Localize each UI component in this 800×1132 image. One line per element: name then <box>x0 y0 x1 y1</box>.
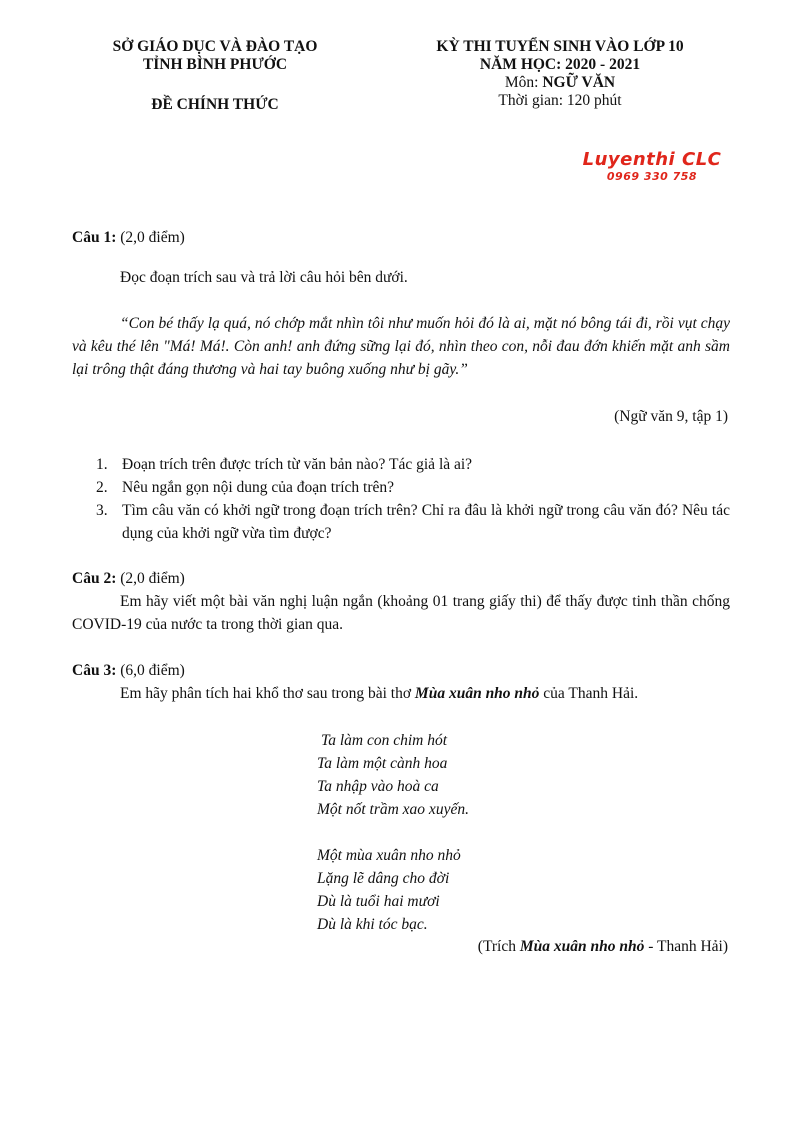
question-3-heading <box>72 659 185 682</box>
logo-phone: 0969 330 758 <box>606 170 698 183</box>
poem-line: Một mùa xuân nho nhỏ <box>317 847 461 864</box>
poem-line: Một nốt trầm xao xuyến. <box>317 801 469 818</box>
poem-line: Ta nhập vào hoà ca <box>317 778 439 795</box>
subject-line <box>392 74 728 92</box>
exam-header <box>392 38 728 110</box>
poem-stanza-1 <box>317 729 469 821</box>
list-item: 2. Nêu ngắn gọn nội dung của đoạn trích trên? <box>96 479 395 496</box>
question-1-instruction: Đọc đoạn trích sau và trả lời câu hỏi bên dưới. <box>120 269 408 286</box>
school-year: NĂM HỌC: 2020 - 2021 <box>479 56 641 73</box>
poem-line: Dù là tuổi hai mươi <box>317 893 440 910</box>
question-3-label: Câu 3: <box>72 662 117 679</box>
question-1-subquestions <box>96 453 730 545</box>
list-item: 3. Tìm câu văn có khởi ngữ trong đoạn trích trên? Chỉ ra đâu là khởi ngữ trong câu văn đó? Nêu tác dụng của khởi ngữ vừa tìm được? <box>96 502 730 542</box>
poem-line: Dù là khi tóc bạc. <box>317 916 428 933</box>
exam-time: Thời gian: 120 phút <box>498 92 622 109</box>
question-3-points: (6,0 điểm) <box>116 662 185 679</box>
question-2-text: Em hãy viết một bài văn nghị luận ngắn (khoảng 01 trang giấy thi) để thấy được tinh thần chống COVID-19 của nước ta trong thời gian qua. <box>72 593 730 633</box>
department-line-1: SỞ GIÁO DỤC VÀ ĐÀO TẠO <box>112 38 318 55</box>
citation-poem-title: Mùa xuân nho nhỏ <box>519 938 645 955</box>
question-2-heading <box>72 567 185 590</box>
department-line-2: TỈNH BÌNH PHƯỚC <box>142 56 288 73</box>
subject-prefix: Môn: <box>504 74 543 91</box>
poem-citation: (Trích Mùa xuân nho nhỏ - Thanh Hải) <box>477 938 728 955</box>
question-1-excerpt: “Con bé thấy lạ quá, nó chớp mắt nhìn tôi như muốn hỏi đó là ai, mặt nó bông tái đi, rồi vụt chạy và kêu thé lên "Má! Má!. Còn anh! anh đứng sững lại đó, nhìn theo con, nỗi đau đớn khiến mặt anh sầm lại trông thật đáng thương và hai tay buông xuống như bị gãy.” <box>72 315 730 378</box>
department-header <box>72 38 358 114</box>
poem-line: Lặng lẽ dâng cho đời <box>317 870 450 887</box>
poem-line: Ta làm một cành hoa <box>317 755 448 772</box>
poem-title: Mùa xuân nho nhỏ <box>414 685 540 702</box>
question-1-heading <box>72 226 185 249</box>
question-1-points: (2,0 điểm) <box>116 229 185 246</box>
question-1-label: Câu 1: <box>72 229 117 246</box>
luyenthi-logo <box>572 150 732 183</box>
exam-title: KỲ THI TUYỂN SINH VÀO LỚP 10 <box>436 38 684 55</box>
question-2-points: (2,0 điểm) <box>116 570 185 587</box>
list-item: 1. Đoạn trích trên được trích từ văn bản nào? Tác giả là ai? <box>96 456 473 473</box>
poem-stanza-2 <box>317 844 461 936</box>
logo-brand: Luyenthi CLC <box>582 149 722 170</box>
subject-name: NGỮ VĂN <box>542 74 616 91</box>
question-1-source: (Ngữ văn 9, tập 1) <box>614 408 728 425</box>
poem-line: Ta làm con chim hót <box>321 732 448 749</box>
official-label: ĐỀ CHÍNH THỨC <box>151 96 279 113</box>
question-3-text: Em hãy phân tích hai khổ thơ sau trong bài thơ Mùa xuân nho nhỏ của Thanh Hải. <box>120 685 639 702</box>
question-2-label: Câu 2: <box>72 570 117 587</box>
